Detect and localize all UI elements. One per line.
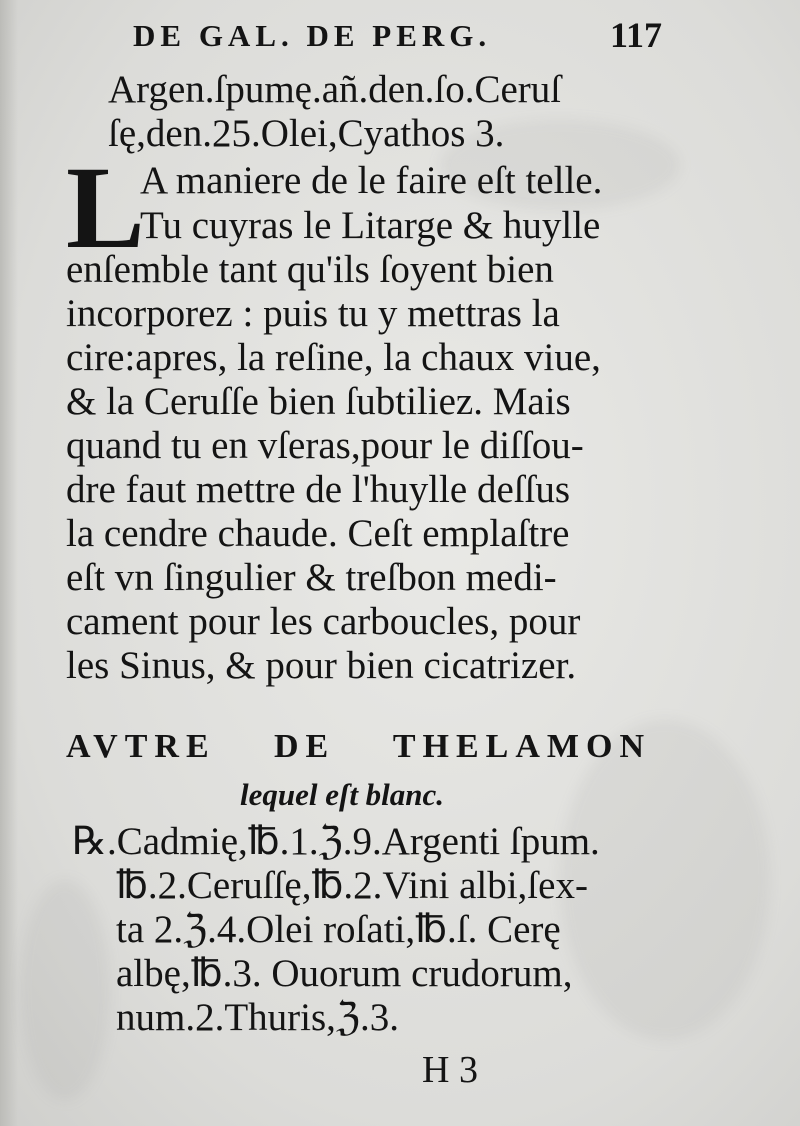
section-heading: AVTRE DE THELAMON: [66, 728, 651, 765]
paragraph-line: enſemble tant qu'ils ſoyent bien: [66, 248, 554, 291]
page-edge-shadow: [0, 0, 18, 1126]
signature-mark: H 3: [422, 1049, 478, 1091]
section-subheading: lequel eſt blanc.: [240, 777, 445, 812]
running-head: [0, 12, 800, 60]
paragraph-line: cire:apres, la reſine, la chaux viue,: [66, 336, 601, 379]
paragraph-line: Tu cuyras le Litarge & huylle: [140, 204, 601, 247]
recipe-continuation-line: Argen.ſpumę.añ.den.ſo.Ceruſ: [108, 68, 562, 111]
paragraph-line: incorporez : puis tu y mettras la: [66, 292, 560, 335]
recipe-line: ta 2.ℨ.4.Olei roſati,℔.ſ. Cerę: [116, 908, 561, 951]
drop-cap-initial: L: [66, 142, 145, 273]
paragraph-line: eſt vn ſingulier & treſbon medi-: [66, 556, 557, 599]
paragraph-line: A maniere de le faire eſt telle.: [140, 159, 603, 202]
running-head-title: DE GAL. DE PERG.: [133, 18, 492, 53]
recipe-continuation-line: ſę,den.25.Olei,Cyathos 3.: [108, 112, 505, 155]
paragraph-line: la cendre chaude. Ceſt emplaſtre: [66, 512, 570, 555]
recipe-line: num.2.Thuris,ℨ.3.: [116, 996, 399, 1039]
paragraph-line: & la Ceruſſe bien ſubtiliez. Mais: [66, 380, 571, 423]
page-number: 117: [610, 15, 663, 55]
recipe-line: albę,℔.3. Ouorum crudorum,: [116, 952, 573, 995]
recipe-line: ℞.Cadmię,℔.1.ℨ.9.Argenti ſpum.: [72, 820, 600, 863]
paragraph-line: dre faut mettre de l'huylle deſſus: [66, 468, 571, 511]
paragraph-line: cament pour les carboucles, pour: [66, 600, 581, 643]
show-through-stain: [560, 720, 770, 1040]
recipe-line: ℔.2.Ceruſſę,℔.2.Vini albi,ſex-: [116, 864, 588, 907]
show-through-stain: [20, 880, 110, 1100]
paragraph-line: les Sinus, & pour bien cicatrizer.: [66, 644, 577, 687]
paragraph-line: quand tu en vſeras,pour le diſſou-: [66, 424, 584, 467]
